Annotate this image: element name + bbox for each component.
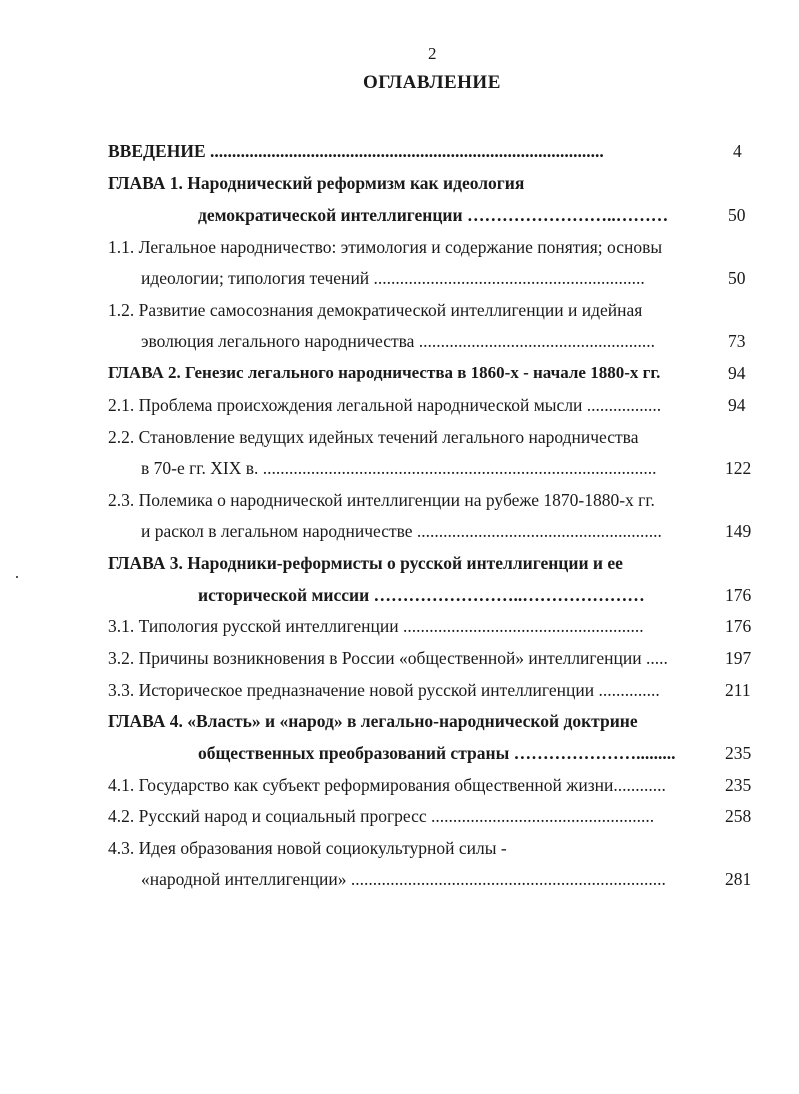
toc-section-1-1[interactable] [0,233,799,261]
toc-section-1-2-cont[interactable] [0,327,799,355]
toc-entry-text: ГЛАВА 4. «Власть» и «народ» в легально-народнической доктрине [108,711,638,731]
toc-entry-text: общественных преобразований страны …………………......... [198,743,676,763]
toc-chapter-1-heading[interactable] [0,169,799,197]
toc-page-number: 176 [725,616,752,636]
toc-section-2-2[interactable] [0,423,799,451]
toc-entry-text: ВВЕДЕНИЕ .......................................................................................... [108,141,604,161]
toc-section-4-3-cont[interactable] [0,865,799,893]
toc-section-1-1-cont[interactable] [0,264,799,292]
scan-speck [16,576,18,578]
toc-chapter-4-heading[interactable] [0,707,799,735]
toc-chapter-3-heading-cont[interactable] [0,581,799,609]
toc-section-2-2-cont[interactable] [0,454,799,482]
toc-page-number: 50 [728,205,746,225]
toc-section-2-3[interactable] [0,486,799,514]
toc-section-3-2[interactable] [0,644,799,672]
toc-entry-text: 3.1. Типология русской интеллигенции ....................................................... [108,616,644,636]
toc-page-number: 176 [725,585,752,605]
toc-entry-text: 2.1. Проблема происхождения легальной народнической мысли ................. [108,395,662,415]
toc-section-3-1[interactable] [0,612,799,640]
toc-page-number: 235 [725,775,752,795]
toc-entry-text: 4.2. Русский народ и социальный прогресс ................................................... [108,806,655,826]
toc-page-number: 149 [725,521,752,541]
toc-entry-text: ГЛАВА 3. Народники-реформисты о русской интеллигенции и ее [108,553,623,573]
toc-entry-text: «народной интеллигенции» ........................................................................ [141,869,666,889]
toc-section-2-1[interactable] [0,391,799,419]
toc-entry-text: 2.3. Полемика о народнической интеллигенции на рубеже 1870-1880-х гг. [108,490,655,510]
toc-entry-text: 2.2. Становление ведущих идейных течений легального народничества [108,427,639,447]
toc-section-4-2[interactable] [0,802,799,830]
toc-page-number: 258 [725,806,752,826]
toc-page-number: 4 [733,141,742,161]
toc-page-number: 50 [728,268,746,288]
toc-entry-text: 4.3. Идея образования новой социокультурной силы - [108,838,507,858]
toc-section-4-1[interactable] [0,771,799,799]
toc-entry-text: ГЛАВА 2. Генезис легального народничества в 1860-х - начале 1880-х гг. [108,363,661,382]
toc-entry-introduction[interactable] [0,137,799,165]
toc-entry-text: 3.3. Историческое предназначение новой русской интеллигенции .............. [108,680,660,700]
toc-chapter-2-heading[interactable] [0,359,799,387]
toc-page-number: 73 [728,331,746,351]
toc-section-1-2[interactable] [0,296,799,324]
toc-chapter-1-heading-cont[interactable] [0,201,799,229]
toc-page-number: 122 [725,458,752,478]
toc-page-number: 235 [725,743,752,763]
toc-entry-text: 4.1. Государство как субъект реформирования общественной жизни............ [108,775,666,795]
page-number: 2 [428,44,437,63]
toc-entry-text: ГЛАВА 1. Народнический реформизм как идеология [108,173,525,193]
toc-entry-text: идеологии; типология течений .............................................................. [141,268,645,288]
toc-page-number: 211 [725,680,751,700]
toc-page-number: 197 [725,648,752,668]
toc-entry-text: демократической интеллигенции ……………………..……… [198,205,669,225]
toc-page-number: 281 [725,869,752,889]
toc-entry-text: 3.2. Причины возникновения в России «общественной» интеллигенции ..... [108,648,668,668]
toc-chapter-4-heading-cont[interactable] [0,739,799,767]
toc-section-4-3[interactable] [0,834,799,862]
toc-page-number: 94 [728,363,746,383]
toc-section-3-3[interactable] [0,676,799,704]
page-title: ОГЛАВЛЕНИЕ [363,72,501,93]
toc-page-number: 94 [728,395,746,415]
toc-section-2-3-cont[interactable] [0,517,799,545]
toc-entry-text: в 70-е гг. XIX в. .......................................................................................... [141,458,657,478]
toc-entry-text: исторической миссии ……………………..………………… [198,585,645,605]
toc-entry-text: 1.2. Развитие самосознания демократической интеллигенции и идейная [108,300,643,320]
toc-entry-text: 1.1. Легальное народничество: этимология и содержание понятия; основы [108,237,663,257]
toc-entry-text: эволюция легального народничества ...................................................... [141,331,656,351]
toc-entry-text: и раскол в легальном народничестве ........................................................ [141,521,662,541]
toc-chapter-3-heading[interactable] [0,549,799,577]
